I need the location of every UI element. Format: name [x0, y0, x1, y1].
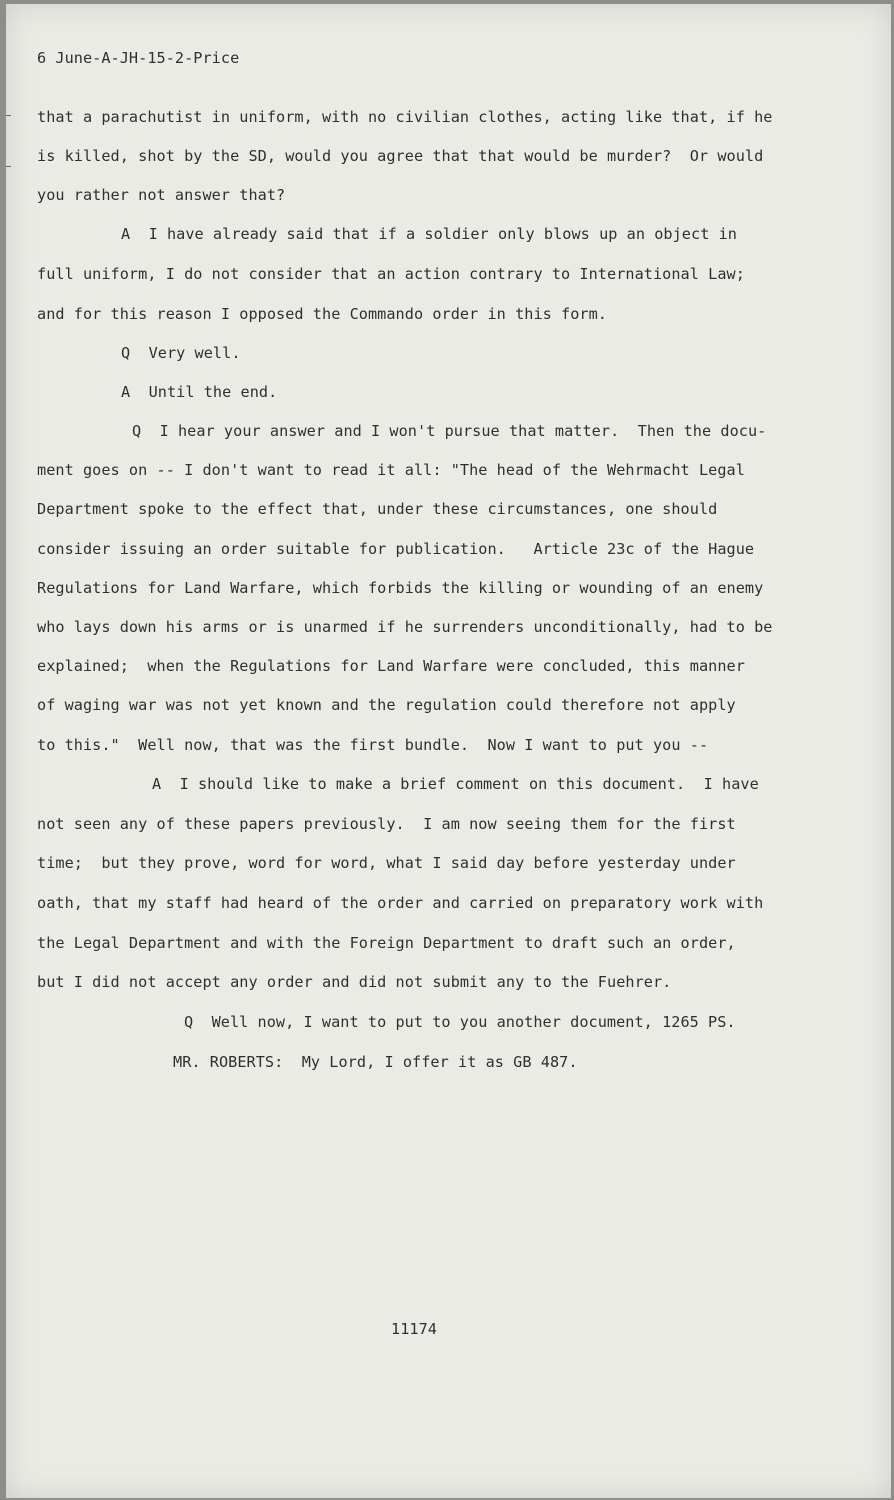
text-line: is killed, shot by the SD, would you agree that that would be murder? Or would — [37, 147, 764, 165]
text-line: A Until the end. — [121, 383, 278, 401]
text-line: Q Well now, I want to put to you another document, 1265 PS. — [184, 1013, 736, 1031]
text-line: Q Very well. — [121, 344, 241, 362]
text-line: not seen any of these papers previously. I am now seeing them for the first — [37, 815, 736, 833]
text-line: Regulations for Land Warfare, which forbids the killing or wounding of an enemy — [37, 579, 764, 597]
page-header: 6 June-A-JH-15-2-Price — [37, 49, 240, 67]
text-line: you rather not answer that? — [37, 186, 286, 204]
text-line: who lays down his arms or is unarmed if he surrenders unconditionally, had to be — [37, 618, 773, 636]
text-line: and for this reason I opposed the Commando order in this form. — [37, 305, 608, 323]
margin-mark — [6, 115, 11, 116]
text-line: MR. ROBERTS: My Lord, I offer it as GB 487. — [173, 1053, 578, 1071]
text-line: Q I hear your answer and I won't pursue that matter. Then the docu- — [132, 422, 767, 440]
margin-mark — [6, 166, 11, 167]
text-line: ment goes on -- I don't want to read it all: "The head of the Wehrmacht Legal — [37, 461, 745, 479]
text-line: that a parachutist in uniform, with no civilian clothes, acting like that, if he — [37, 108, 773, 126]
text-line: full uniform, I do not consider that an action contrary to International Law; — [37, 265, 745, 283]
text-line: oath, that my staff had heard of the order and carried on preparatory work with — [37, 894, 764, 912]
text-line: A I have already said that if a soldier only blows up an object in — [121, 225, 737, 243]
text-line: but I did not accept any order and did not submit any to the Fuehrer. — [37, 973, 672, 991]
document-page — [6, 4, 891, 1498]
text-line: of waging war was not yet known and the regulation could therefore not apply — [37, 696, 736, 714]
text-line: explained; when the Regulations for Land Warfare were concluded, this manner — [37, 657, 745, 675]
text-line: A I should like to make a brief comment on this document. I have — [152, 775, 759, 793]
text-line: time; but they prove, word for word, what I said day before yesterday under — [37, 854, 736, 872]
text-line: the Legal Department and with the Foreign Department to draft such an order, — [37, 934, 736, 952]
text-line: Department spoke to the effect that, under these circumstances, one should — [37, 500, 718, 518]
page-number: 11174 — [391, 1320, 437, 1338]
text-line: consider issuing an order suitable for publication. Article 23c of the Hague — [37, 540, 755, 558]
text-line: to this." Well now, that was the first bundle. Now I want to put you -- — [37, 736, 709, 754]
